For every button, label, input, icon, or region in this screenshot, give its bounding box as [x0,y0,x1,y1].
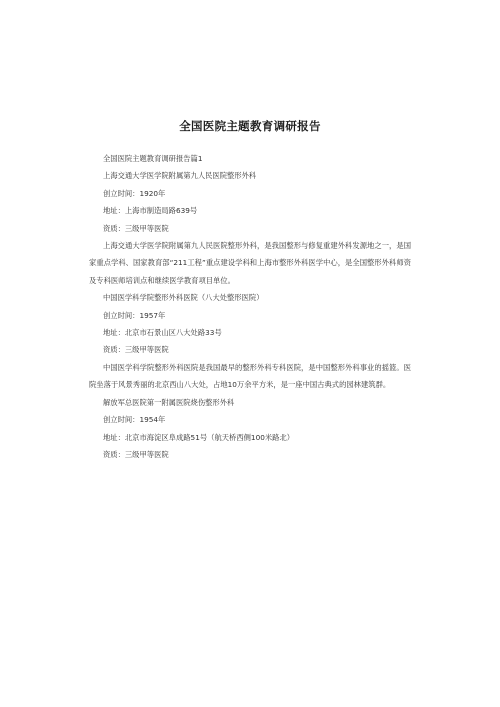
hospital-name-3: 解放军总医院第一附属医院烧伤整形外科 [103,397,235,407]
hospital-name-2: 中国医学科学院整形外科医院（八大处整形医院） [103,293,264,303]
description-2: 中国医学科学院整形外科医院是我国最早的整形外科专科医院，是中国整形外科事业的摇篮。医院坐落于风景秀丽的北京西山八大处，占地10万余平方米，是一座中国古典式的园林建筑群。 [89,362,411,390]
document-title: 全国医院主题教育调研报告 [179,119,321,133]
qualification-1: 资质：三级甲等医院 [103,223,169,233]
qualification-3: 资质：三级甲等医院 [103,449,169,459]
founded-time-2: 创立时间：1957年 [103,310,166,320]
document-body [89,150,411,463]
qualification-2: 资质：三级甲等医院 [103,345,169,355]
founded-time-1: 创立时间：1920年 [103,188,166,198]
report-subtitle: 全国医院主题教育调研报告篇1 [103,154,203,163]
description-1: 上海交通大学医学院附属第九人民医院整形外科，是我国整形与修复重建外科发源地之一，是国家重点学科、国家教育部“211工程”重点建设学科和上海市整形外科医学中心，是全国整形外科师资及专科医师培训点和继续医学教育项目单位。 [89,241,411,285]
address-1: 地址：上海市制造局路639号 [103,206,198,216]
address-2: 地址：北京市石景山区八大处路33号 [103,328,222,338]
hospital-name-1: 上海交通大学医学院附属第九人民医院整形外科 [103,171,257,181]
founded-time-3: 创立时间：1954年 [103,415,166,425]
address-3: 地址：北京市海淀区阜成路51号（航天桥西侧100米路北） [103,432,295,442]
